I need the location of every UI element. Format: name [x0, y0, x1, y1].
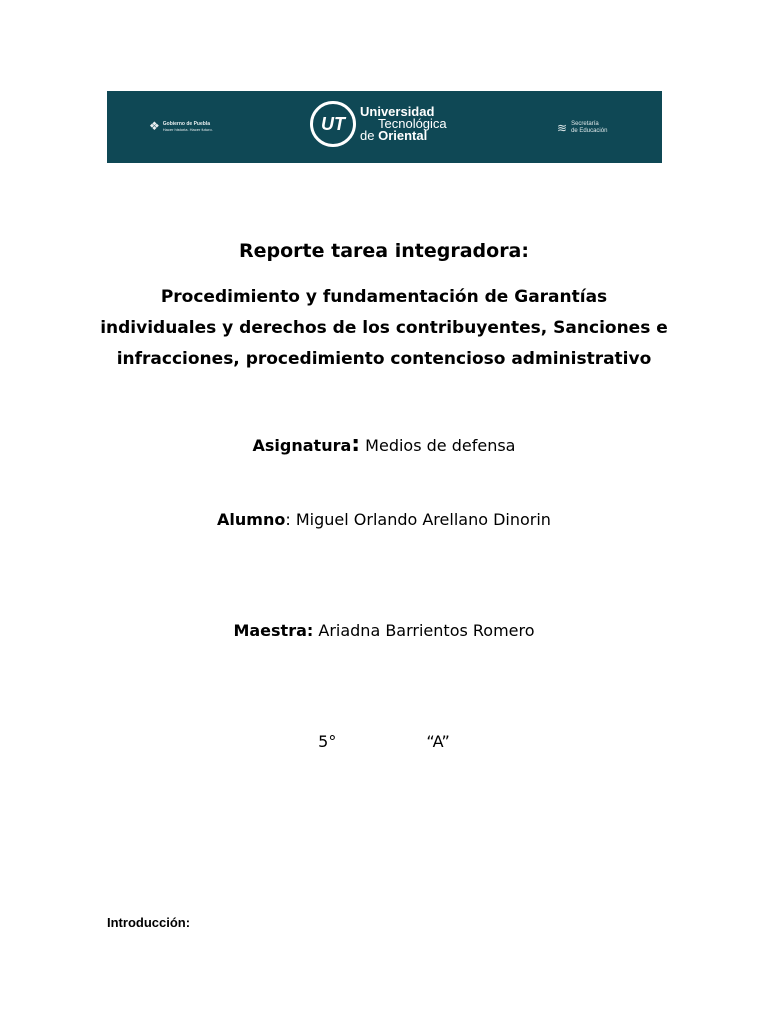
- puebla-emblem-icon: ❖: [149, 119, 160, 133]
- secretaria-logo: [557, 121, 607, 135]
- header-banner: [107, 91, 662, 163]
- university-line1: Universidad: [360, 104, 435, 119]
- asignatura-value: Medios de defensa: [360, 436, 516, 455]
- subtitle-line: individuales y derechos de los contribuyentes, Sanciones e: [100, 318, 668, 338]
- secretaria-line1: Secretaría: [571, 121, 599, 127]
- ut-emblem-icon: UT: [310, 101, 356, 147]
- alumno-value: Miguel Orlando Arellano Dinorin: [295, 510, 551, 529]
- grupo: “A”: [426, 732, 450, 751]
- secretaria-emblem-icon: ≋: [557, 120, 568, 135]
- subtitle-line: infracciones, procedimiento contencioso administrativo: [116, 349, 652, 369]
- grado-grupo: [0, 732, 768, 751]
- alumno-field: [0, 510, 768, 529]
- introduccion-heading: Introducción:: [107, 915, 191, 930]
- university-line3a: de: [360, 128, 375, 143]
- asignatura-label: Asignatura: [252, 436, 352, 455]
- university-logo: [310, 101, 447, 147]
- maestra-value: Ariadna Barrientos Romero: [313, 621, 535, 640]
- alumno-colon: :: [285, 510, 296, 529]
- grado: 5°: [318, 732, 337, 751]
- asignatura-field: [0, 432, 768, 457]
- gobierno-label: Gobierno de Puebla: [162, 120, 210, 127]
- gobierno-puebla-logo: [149, 119, 213, 133]
- maestra-field: [0, 621, 768, 640]
- document-subtitle: [0, 282, 768, 375]
- asignatura-colon: :: [351, 432, 361, 457]
- alumno-label: Alumno: [217, 510, 286, 529]
- gobierno-slogan: Hacer historia. Hacer futuro.: [162, 126, 213, 132]
- document-title: Reporte tarea integradora:: [239, 240, 529, 262]
- university-line2: Tecnológica: [378, 116, 447, 131]
- maestra-label: Maestra:: [233, 621, 314, 640]
- secretaria-line2: de Educación: [571, 128, 608, 134]
- subtitle-line: Procedimiento y fundamentación de Garantías: [160, 287, 608, 307]
- university-line3b: Oriental: [378, 128, 428, 143]
